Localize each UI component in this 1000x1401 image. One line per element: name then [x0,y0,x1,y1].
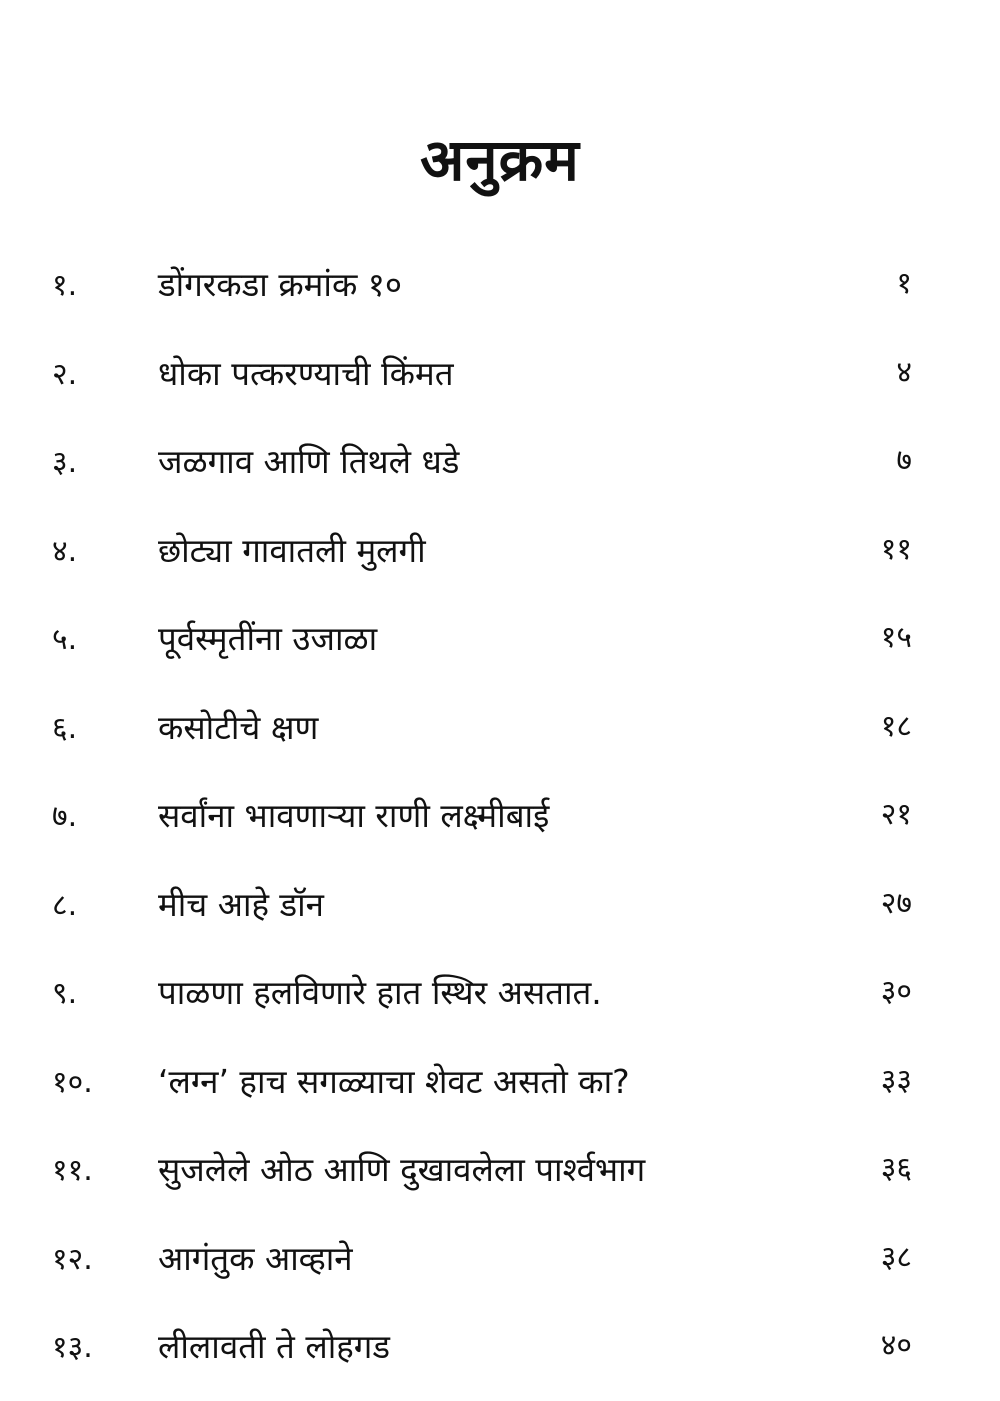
chapter-title: ‘लग्न’ हाच सगळ्याचा शेवट असतो का? [158,1061,630,1101]
chapter-number: १३. [52,1330,93,1365]
chapter-number: २. [52,356,78,392]
chapter-title: मीच आहे डॉन [158,884,324,924]
toc-row [0,1224,1000,1313]
chapter-number: ३. [52,445,78,480]
page-number: १८ [880,708,912,744]
page-number: ७ [896,443,912,478]
chapter-title: कसोटीचे क्षण [158,707,319,747]
page-number: १ [896,266,912,301]
toc-row [0,1047,1000,1136]
chapter-title: आगंतुक आव्हाने [158,1238,353,1278]
toc-row [0,870,1000,959]
toc-row [0,604,1000,693]
toc-row [0,427,1000,516]
toc-row [0,958,1000,1047]
toc-row [0,693,1000,782]
chapter-title: लीलावती ते लोहगड [158,1327,391,1366]
page-number: ३८ [880,1239,912,1275]
page-number: ३६ [880,1151,912,1186]
chapter-title: जळगाव आणि तिथले धडे [158,442,460,481]
chapter-title: सर्वांना भावणाऱ्या राणी लक्ष्मीबाई [158,796,550,835]
toc-row [0,781,1000,870]
chapter-number: ९. [52,976,78,1011]
chapter-title: डोंगरकडा क्रमांक १० [158,265,403,304]
toc-row [0,1312,1000,1401]
chapter-number: ४. [52,533,78,569]
page-number: २१ [880,797,912,832]
chapter-number: ५. [52,622,78,657]
chapter-number: ७. [52,799,78,834]
toc-row [0,516,1000,605]
chapter-title: छोट्या गावातली मुलगी [158,530,426,570]
chapter-title: धोका पत्करण्याची किंमत [158,353,454,393]
page-number: १५ [880,620,912,655]
chapter-number: ८. [52,887,78,923]
chapter-title: सुजलेले ओठ आणि दुखावलेला पार्श्वभाग [158,1150,646,1189]
page-number: ११ [880,531,912,567]
chapter-title: पाळणा हलविणारे हात स्थिर असतात. [158,973,602,1012]
toc-row [0,1135,1000,1224]
table-of-contents [0,250,1000,1401]
toc-row [0,339,1000,428]
page-number: ४ [896,354,912,390]
page-number: २७ [880,885,912,921]
chapter-number: ११. [52,1153,93,1188]
chapter-number: ६. [52,710,78,746]
chapter-number: १०. [52,1064,93,1100]
page-number: ३० [880,974,912,1009]
chapter-title: पूर्वस्मृतींना उजाळा [158,619,378,658]
page-number: ४० [880,1328,912,1363]
page-title: अनुक्रम [420,126,580,194]
chapter-number: १२. [52,1241,93,1277]
chapter-number: १. [52,268,78,303]
page-number: ३३ [880,1062,912,1098]
toc-row [0,250,1000,339]
